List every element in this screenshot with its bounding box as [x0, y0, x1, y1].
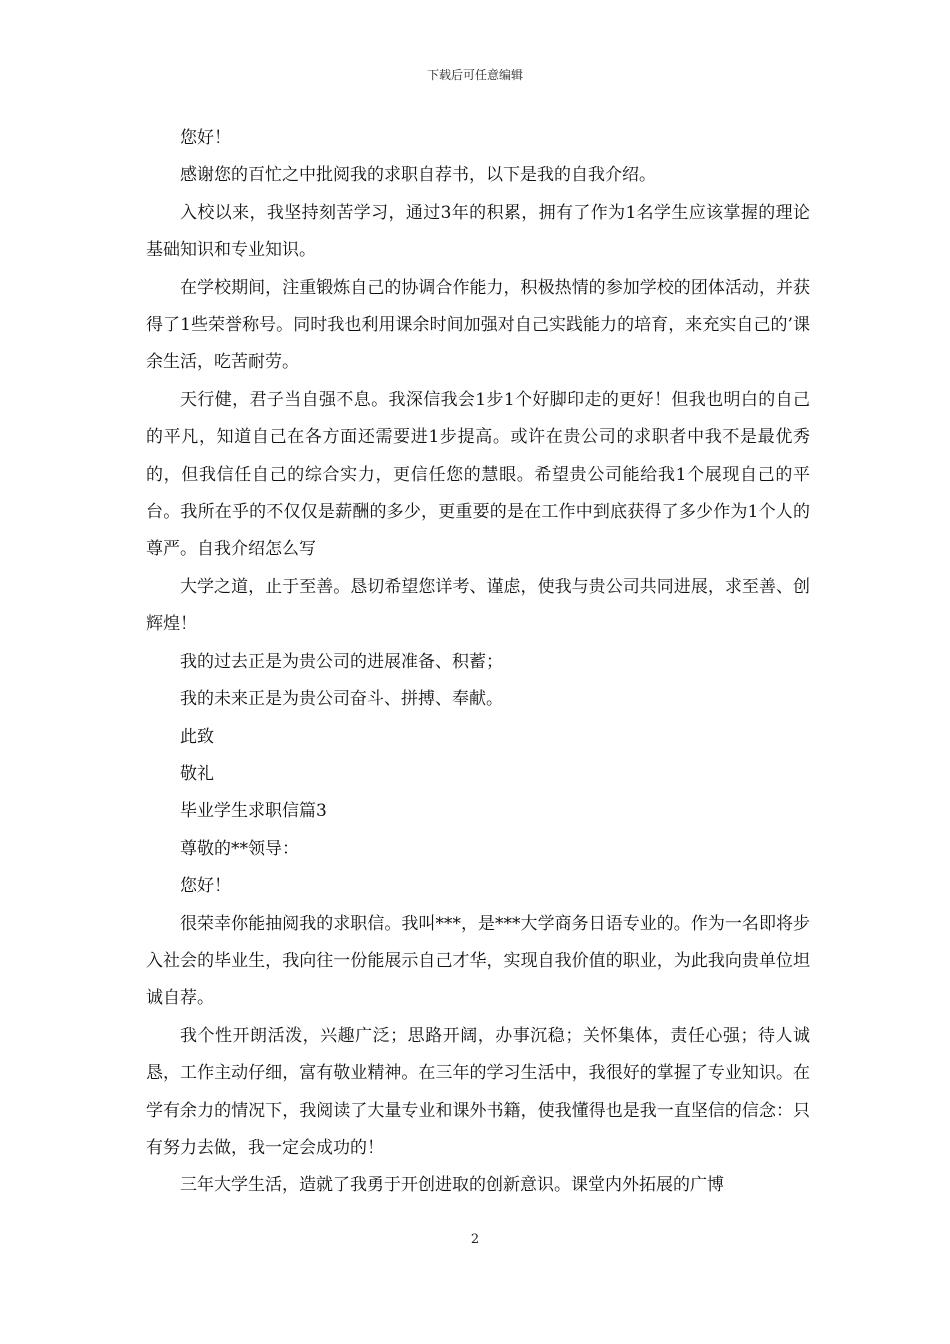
- paragraph-personality: 我个性开朗活泼，兴趣广泛；思路开阔，办事沉稳；关怀集体，责任心强；待人诚恳，工作主动仔细，富有敬业精神。在三年的学习生活中，我很好的掌握了专业知识。在学有余力的情况下，我阅读了大量专业和课外书籍，使我懂得也是我一直坚信的信念：只有努力去做，我一定会成功的！: [146, 1025, 810, 1158]
- letter-addressee: 尊敬的**领导：: [180, 838, 299, 859]
- closing-salutation: 此致: [180, 726, 214, 747]
- paragraph-thanks: 感谢您的百忙之中批阅我的求职自荐书，以下是我的自我介绍。: [180, 165, 656, 186]
- page-header: 下载后可任意编辑: [426, 68, 523, 82]
- paragraph-introduction: 很荣幸你能抽阅我的求职信。我叫***，是***大学商务日语专业的。作为一名即将步入社会的毕业生，我向往一份能展示自己才华，实现自我价值的职业，为此我向贵单位坦诚自荐。: [146, 913, 810, 1009]
- paragraph-future: 我的未来正是为贵公司奋斗、拼搏、奉献。: [180, 689, 503, 710]
- paragraph-aspiration: 大学之道，止于至善。恳切希望您详考、谨虑，使我与贵公司共同进展，求至善、创辉煌！: [146, 576, 810, 635]
- paragraph-self-improvement: 天行健，君子当自强不息。我深信我会1步1个好脚印走的更好！但我也明白的自己的平凡，知道自己在各方面还需要进1步提高。或许在贵公司的求职者中我不是最优秀的，但我信任自己的综合实力，更信任您的慧眼。希望贵公司能给我1个展现自己的平台。我所在乎的不仅仅是薪酬的多少，更重要的是在工作中到底获得了多少作为1个人的尊严。自我介绍怎么写: [146, 389, 810, 560]
- document-body: [146, 120, 810, 1205]
- section-title: 毕业学生求职信篇3: [180, 801, 327, 822]
- page-number: 2: [470, 1232, 480, 1247]
- paragraph-greeting-2: 您好！: [180, 876, 231, 897]
- paragraph-past: 我的过去正是为贵公司的进展准备、积蓄；: [180, 651, 503, 672]
- paragraph-school-activities: 在学校期间，注重锻炼自己的协调合作能力，积极热情的参加学校的团体活动，并获得了1些荣誉称号。同时我也利用课余时间加强对自己实践能力的培育，来充实自己的’课余生活，吃苦耐劳。: [146, 277, 810, 373]
- paragraph-greeting-1: 您好！: [180, 128, 231, 148]
- paragraph-study: 入校以来，我坚持刻苦学习，通过3年的积累，拥有了作为1名学生应该掌握的理论基础知识和专业知识。: [146, 202, 810, 261]
- paragraph-college-life: 三年大学生活，造就了我勇于开创进取的创新意识。课堂内外拓展的广博: [180, 1175, 724, 1196]
- closing-regards: 敬礼: [180, 763, 214, 784]
